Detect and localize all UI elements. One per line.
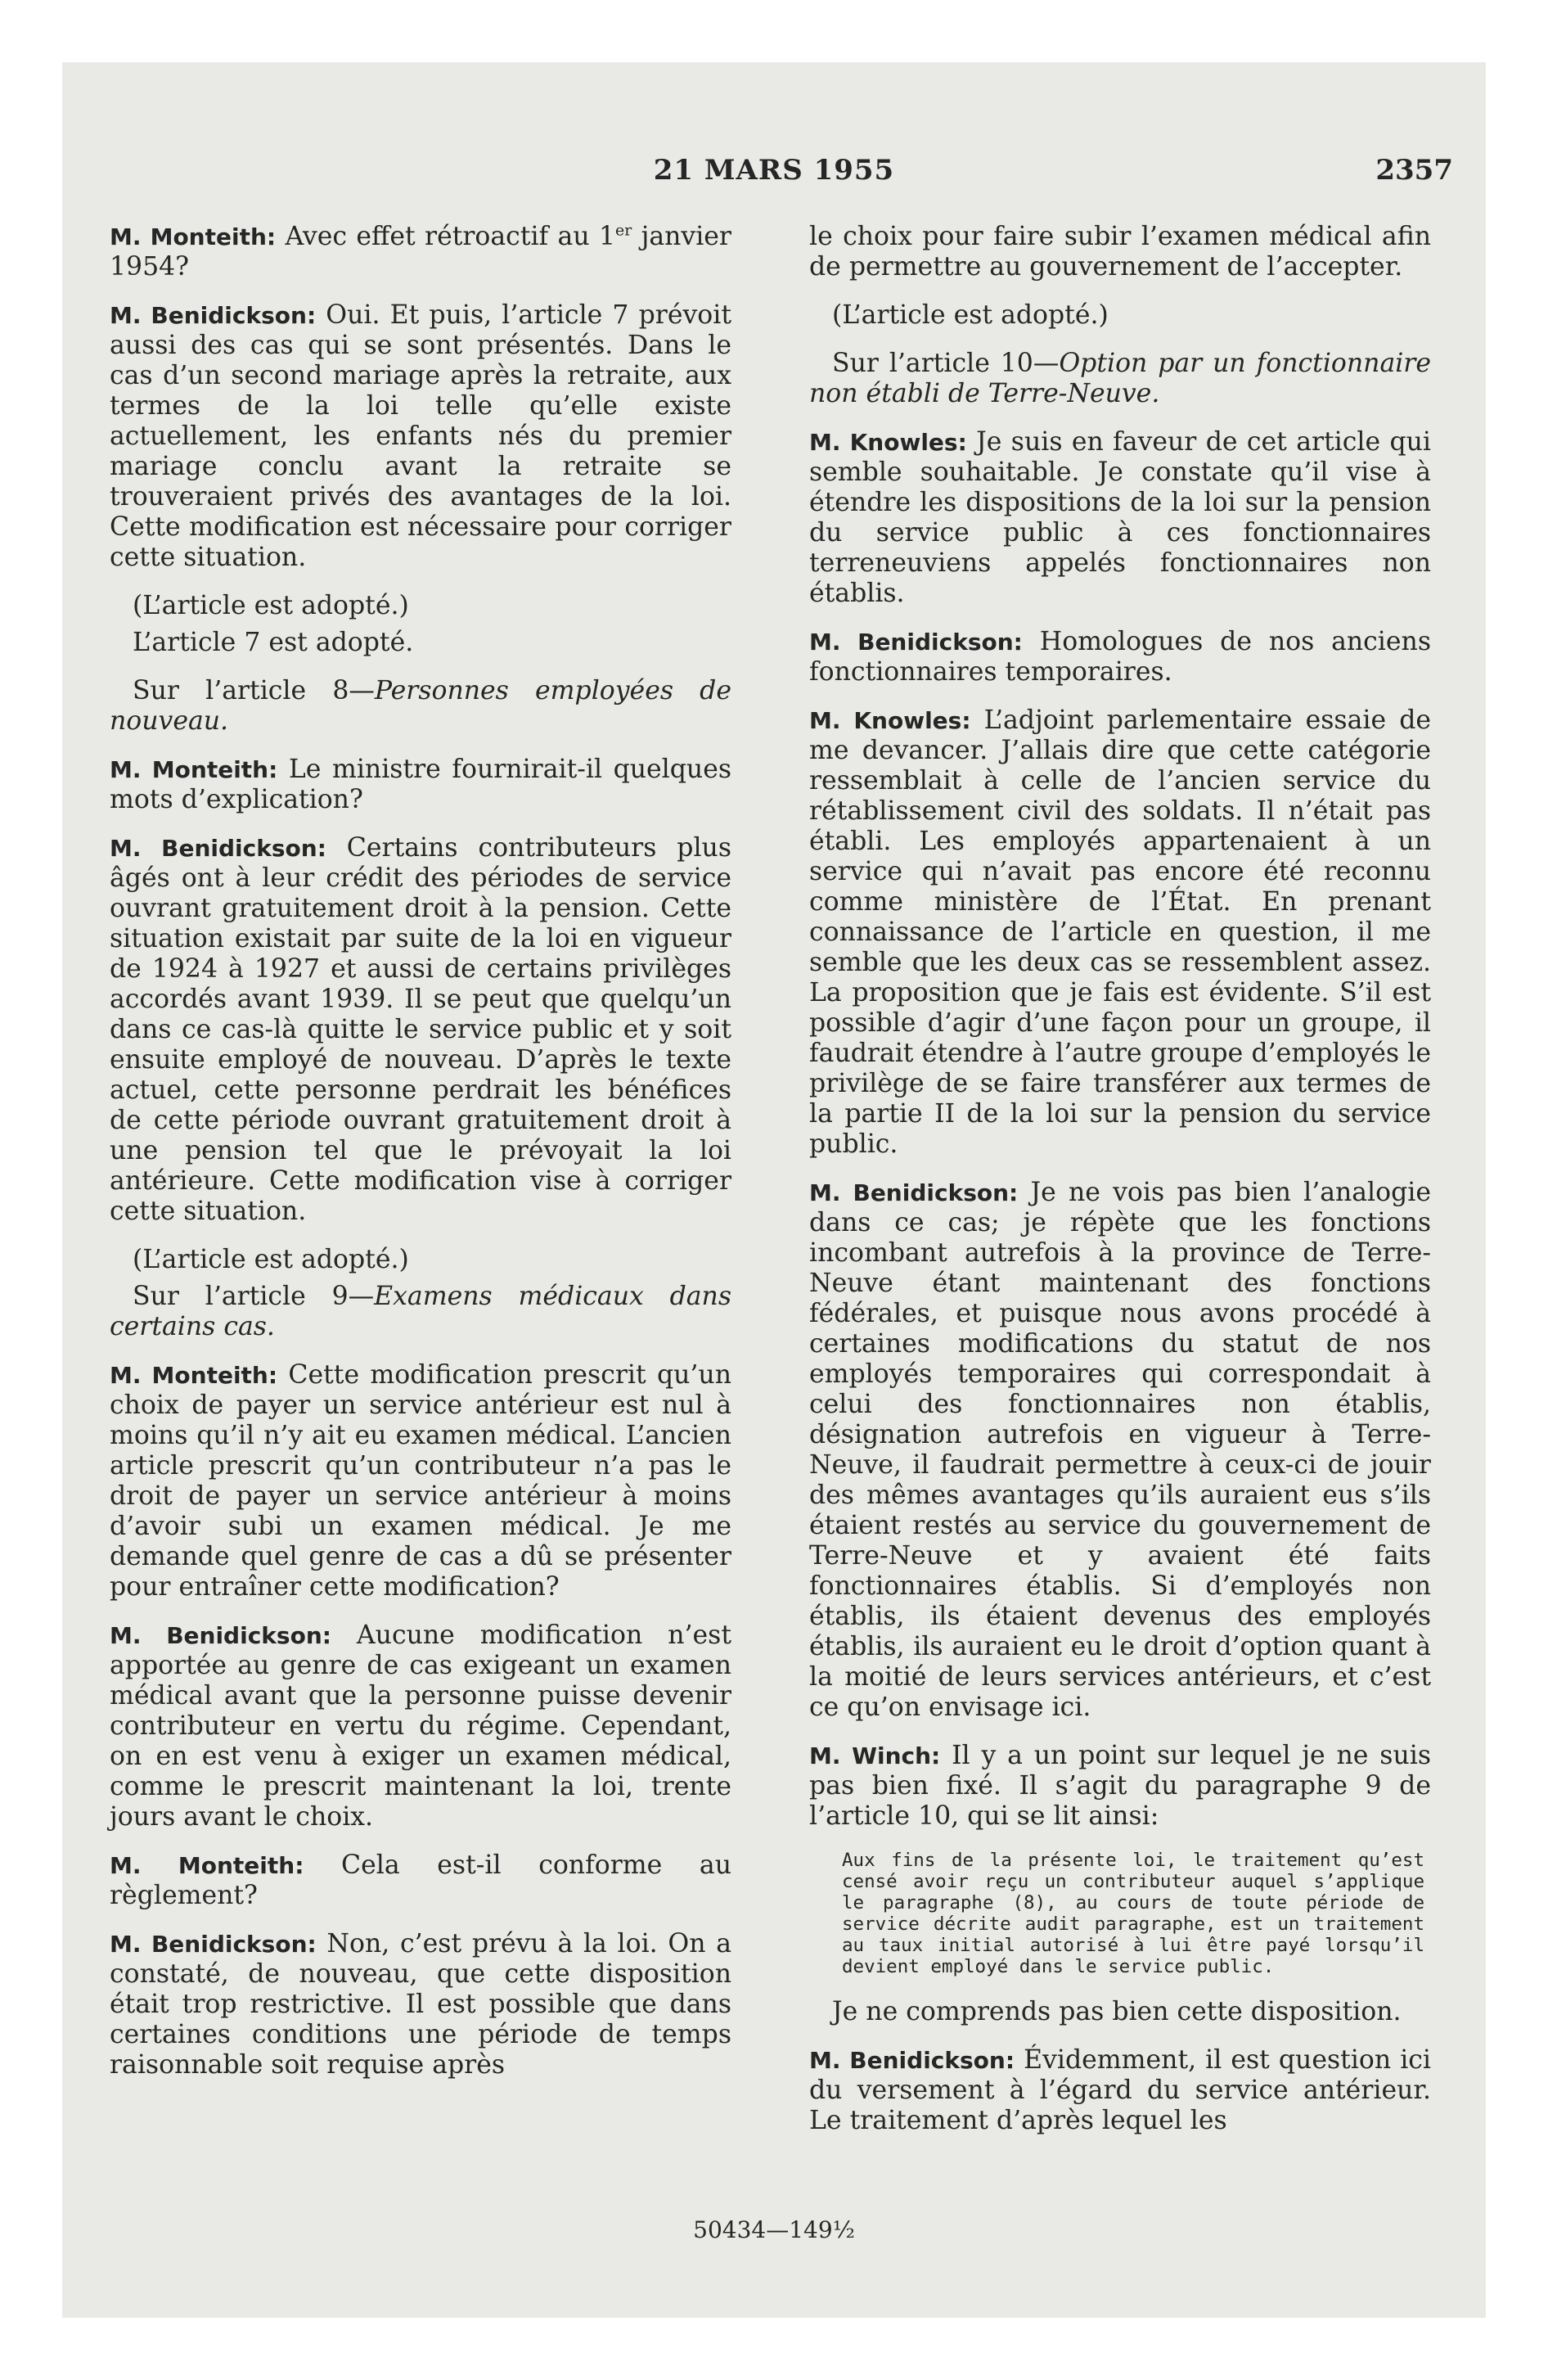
right-column [809,222,1431,2154]
speaker-name: M. Benidickson: [110,302,317,329]
speech-text: Évidemment, il est question ici du versement à l’égard du service antérieur. Le traitement d’après lequel les [809,2045,1431,2135]
clause-heading [809,349,1431,409]
speech-paragraph [110,1360,731,1602]
speech-text: janvier 1954? [110,222,731,282]
speech-text: Cela est-il conforme au règlement? [110,1850,731,1910]
speaker-name: M. Monteith: [110,1852,304,1879]
speech-paragraph [110,833,731,1227]
speech-text: Non, c’est prévu à la loi. On a constaté, de nouveau, que cette disposition était trop restrictive. Il est possible que dans certaines conditions une période de temps raisonnable soit requise après [110,1929,731,2080]
procedural-note: (L’article est adopté.) [133,1245,409,1274]
clause-title: Examens médicaux dans certains cas. [110,1282,731,1341]
text-paragraph: Je ne comprends pas bien cette disposition. [832,1997,1402,2026]
speech-paragraph [809,1741,1431,1832]
superscript: er [615,221,632,240]
clause-prefix: Sur l’article 10— [832,349,1060,378]
clause-title: Personnes employées de nouveau. [110,676,731,736]
procedural-note: (L’article est adopté.) [832,300,1109,330]
speech-paragraph [110,222,731,282]
speaker-name: M. Benidickson: [809,1179,1019,1206]
quoted-provision: Aux fins de la présente loi, le traitement qu’est censé avoir reçu un contributeur auquel s’applique le paragraphe (8), au cours de toute période de service décrite audit paragraphe, est un traitement au taux initial autorisé à lui être payé lorsqu’il devient employé dans le service public. [842,1850,1424,1977]
clause-prefix: Sur l’article 8— [133,676,375,705]
left-column [110,222,731,2098]
speech-paragraph [809,2045,1431,2136]
page-number: 2357 [1375,154,1453,187]
speech-text: Oui. Et puis, l’article 7 prévoit aussi des cas qui se sont présentés. Dans le cas d’un second mariage après la retraite, aux termes de la loi telle qu’elle existe actuellement, les enfants nés du premier mariage conclu avant la retraite se trouveraient privés des avantages de la loi. Cette modification est nécessaire pour corriger cette situation. [110,300,731,572]
speaker-name: M. Benidickson: [809,2047,1015,2074]
speaker-name: M. Winch: [809,1742,941,1769]
speech-paragraph [110,1850,731,1911]
speaker-name: M. Knowles: [809,429,967,456]
clause-prefix: Sur l’article 9— [133,1282,375,1311]
speech-text: Je ne vois pas bien l’analogie dans ce cas; je répète que les fonctions incombant autrefois à la province de Terre-Neuve étant maintenant des fonctions fédérales, et puisque nous avons procédé à certaines modifications du statut de nos employés temporaires qui correspondait à celui des fonctionnaires non établis, désignation autrefois en vigueur à Terre-Neuve, il faudrait permettre à ceux-ci de jouir des mêmes avantages qu’ils auraient eus s’ils étaient restés au service du gouvernement de Terre-Neuve et y avaient été faits fonctionnaires établis. Si d’employés non établis, ils étaient devenus des employés établis, ils auraient eu le droit d’option quant à la moitié de leurs services antérieurs, et c’est ce qu’on envisage ici. [809,1178,1431,1722]
speaker-name: M. Monteith: [110,1362,278,1389]
speech-text: Il y a un point sur lequel je ne suis pas bien fixé. Il s’agit du paragraphe 9 de l’article 10, qui se lit ainsi: [809,1741,1431,1831]
speaker-name: M. Benidickson: [809,629,1023,656]
speech-text: Homologues de nos anciens fonctionnaires temporaires. [809,627,1431,687]
speaker-name: M. Benidickson: [110,1931,317,1958]
text-paragraph: le choix pour faire subir l’examen médical afin de permettre au gouvernement de l’accepter. [809,222,1431,282]
speech-paragraph [110,1620,731,1832]
speech-text: Je suis en faveur de cet article qui semble souhaitable. Je constate qu’il vise à étendre les dispositions de la loi sur la pension du service public à ces fonctionnaires terreneuviens appelés fonctionnaires non établis. [809,427,1432,608]
speaker-name: M. Knowles: [809,707,971,734]
procedural-note: (L’article est adopté.) [133,591,409,620]
header-date: 21 MARS 1955 [653,154,895,187]
speech-paragraph [809,427,1431,609]
clause-heading [110,1282,731,1342]
procedural-note: L’article 7 est adopté. [133,628,414,657]
speaker-name: M. Benidickson: [110,1622,331,1649]
speaker-name: M. Monteith: [110,756,278,783]
speech-text: Avec effet rétroactif au 1 [276,222,616,251]
speech-paragraph [110,1929,731,2080]
footer-code: 50434—149½ [693,2216,855,2243]
clause-title: Option par un fonctionnaire non établi de Terre-Neuve. [809,349,1431,408]
speech-text: L’adjoint parlementaire essaie de me devancer. J’allais dire que cette catégorie ressemblait à celle de l’ancien service du rétablissement civil des soldats. Il n’était pas établi. Les employés appartenaient à un service qui n’avait pas encore été reconnu comme ministère de l’État. En prenant connaissance de l’article en question, il me semble que les deux cas se ressemblent assez. La proposition que je fais est évidente. S’il est possible d’agir d’une façon pour un groupe, il faudrait étendre à l’autre groupe d’employés le privilège de se faire transférer aux termes de la partie II de la loi sur la pension du service public. [809,705,1431,1159]
speech-text: Aucune modification n’est apportée au genre de cas exigeant un examen médical avant que la personne puisse devenir contributeur en vertu du régime. Cependant, on en est venu à exiger un examen médical, comme le prescrit maintenant la loi, trente jours avant le choix. [110,1620,731,1832]
speaker-name: M. Monteith: [110,223,277,250]
speech-paragraph [809,705,1431,1160]
document-page [62,62,1486,2318]
speaker-name: M. Benidickson: [110,835,326,862]
speech-text: Certains contributeurs plus âgés ont à leur crédit des périodes de service ouvrant gratuitement droit à la pension. Cette situation existait par suite de la loi en vigueur de 1924 à 1927 et aussi de certains privilèges accordés avant 1939. Il se peut que quelqu’un dans ce cas-là quitte le service public et y soit ensuite employé de nouveau. D’après le texte actuel, cette personne perdrait les bénéfices de cette période ouvrant gratuitement droit à une pension tel que le prévoyait la loi antérieure. Cette modification vise à corriger cette situation. [110,833,731,1226]
speech-paragraph [110,300,731,573]
speech-paragraph [809,627,1431,687]
clause-heading [110,676,731,737]
speech-text: Cette modification prescrit qu’un choix de payer un service antérieur est nul à moins qu’il n’y ait eu examen médical. L’ancien article prescrit qu’un contributeur n’a pas le droit de payer un service antérieur à moins d’avoir subi un examen médical. Je me demande quel genre de cas a dû se présenter pour entraîner cette modification? [110,1360,731,1602]
speech-paragraph [110,755,731,815]
speech-text: Le ministre fournirait-il quelques mots d’explication? [110,755,731,814]
speech-paragraph [809,1178,1431,1723]
